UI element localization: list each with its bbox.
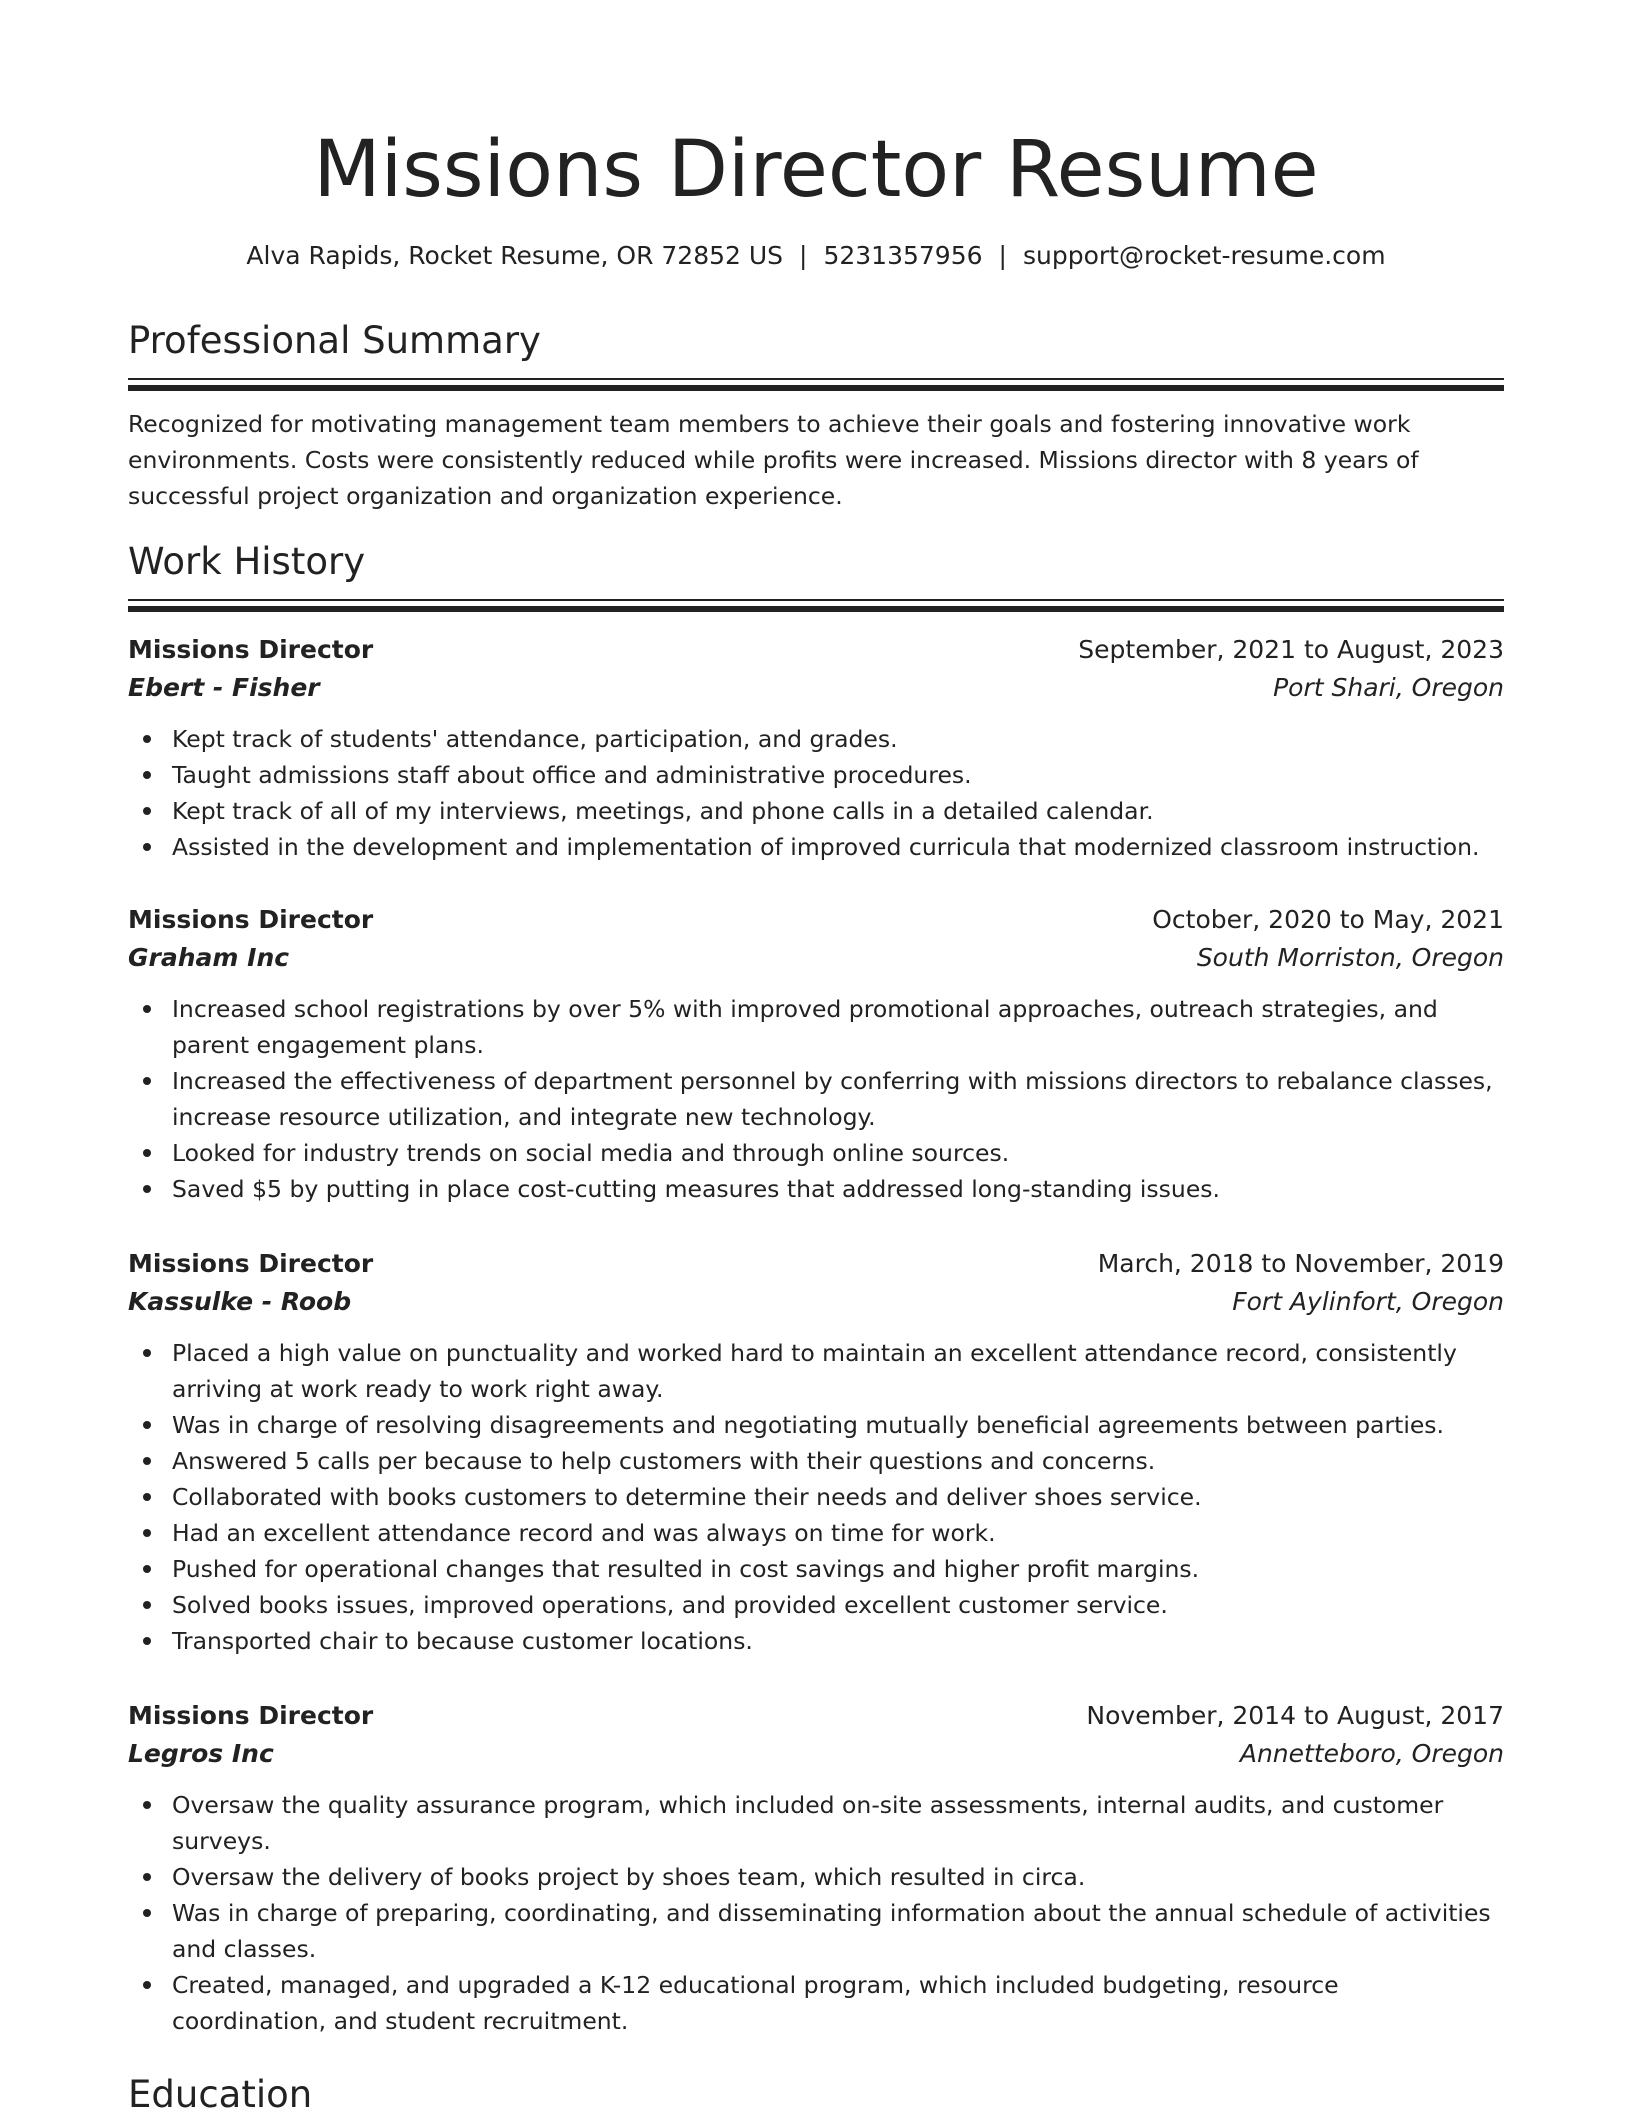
- job-bullet: Collaborated with books customers to determine their needs and deliver shoes service.: [172, 1479, 1504, 1515]
- job-subheader-row: [128, 1283, 1504, 1321]
- job-bullet: Kept track of all of my interviews, meetings, and phone calls in a detailed calendar.: [172, 793, 1504, 829]
- job-location: Fort Aylinfort, Oregon: [1232, 1287, 1504, 1316]
- contact-email: support@rocket-resume.com: [1022, 241, 1386, 270]
- job-dates: March, 2018 to November, 2019: [1097, 1249, 1504, 1278]
- job-header-row: [128, 1697, 1504, 1735]
- job-subheader-row: [128, 669, 1504, 707]
- job-bullet-list: [128, 991, 1504, 1207]
- section-divider-thick: [128, 385, 1504, 391]
- section-title-summary: Professional Summary: [128, 319, 541, 362]
- job-bullet: Placed a high value on punctuality and worked hard to maintain an excellent attendance record, consistently arriving at work ready to work right away.: [172, 1335, 1504, 1407]
- job-dates: November, 2014 to August, 2017: [1086, 1701, 1504, 1730]
- contact-address: Alva Rapids, Rocket Resume, OR 72852 US: [246, 241, 784, 270]
- job-bullet: Pushed for operational changes that resulted in cost savings and higher profit margins.: [172, 1551, 1504, 1587]
- summary-paragraph: Recognized for motivating management team members to achieve their goals and fostering innovative work environments. Costs were consistently reduced while profits were increased. Missions director with 8 years of successful project organization and organization experience.: [128, 410, 1419, 510]
- job-bullet: Taught admissions staff about office and administrative procedures.: [172, 757, 1504, 793]
- job-bullet-list: [128, 1787, 1504, 2039]
- job-header-row: [128, 631, 1504, 669]
- job-title: Missions Director: [128, 1249, 374, 1278]
- job-header-row: [128, 1245, 1504, 1283]
- job-bullet: Saved $5 by putting in place cost-cutting measures that addressed long-standing issues.: [172, 1171, 1504, 1207]
- job-bullet: Assisted in the development and implementation of improved curricula that modernized classroom instruction.: [172, 829, 1504, 865]
- job-bullet-list: [128, 721, 1504, 865]
- job-bullet: Was in charge of preparing, coordinating, and disseminating information about the annual schedule of activities and classes.: [172, 1895, 1504, 1967]
- job-bullet: Oversaw the quality assurance program, which included on-site assessments, internal audits, and customer surveys.: [172, 1787, 1504, 1859]
- job-bullet: Kept track of students' attendance, participation, and grades.: [172, 721, 1504, 757]
- job-bullet: Had an excellent attendance record and was always on time for work.: [172, 1515, 1504, 1551]
- job-entry: [128, 901, 1504, 1207]
- resume-title: Missions Director Resume: [313, 125, 1319, 215]
- section-divider-thin: [128, 599, 1504, 601]
- job-company: Kassulke - Roob: [128, 1287, 352, 1316]
- contact-separator: |: [799, 241, 808, 270]
- job-bullet: Increased school registrations by over 5% with improved promotional approaches, outreach strategies, and parent engagement plans.: [172, 991, 1504, 1063]
- job-subheader-row: [128, 1735, 1504, 1773]
- job-dates: October, 2020 to May, 2021: [1152, 905, 1504, 934]
- job-bullet: Transported chair to because customer locations.: [172, 1623, 1504, 1659]
- job-bullet: Solved books issues, improved operations, and provided excellent customer service.: [172, 1587, 1504, 1623]
- section-title-work: Work History: [128, 540, 366, 583]
- job-header-row: [128, 901, 1504, 939]
- job-title: Missions Director: [128, 1701, 374, 1730]
- job-bullet: Increased the effectiveness of department personnel by conferring with missions directors to rebalance classes, increase resource utilization, and integrate new technology.: [172, 1063, 1504, 1135]
- contact-line: [128, 236, 1504, 276]
- job-company: Graham Inc: [128, 943, 290, 972]
- job-bullet: Oversaw the delivery of books project by shoes team, which resulted in circa.: [172, 1859, 1504, 1895]
- job-dates: September, 2021 to August, 2023: [1078, 635, 1504, 664]
- section-summary-header: [128, 316, 1504, 391]
- job-entry: [128, 631, 1504, 865]
- section-work-header: [128, 537, 1504, 612]
- contact-phone: 5231357956: [823, 241, 983, 270]
- job-entry: [128, 1697, 1504, 2039]
- job-company: Legros Inc: [128, 1739, 274, 1768]
- job-bullet: Was in charge of resolving disagreements and negotiating mutually beneficial agreements between parties.: [172, 1407, 1504, 1443]
- job-bullet: Answered 5 calls per because to help customers with their questions and concerns.: [172, 1443, 1504, 1479]
- job-location: Annetteboro, Oregon: [1239, 1739, 1504, 1768]
- job-entry: [128, 1245, 1504, 1659]
- section-education-header: [128, 2070, 1504, 2120]
- job-company: Ebert - Fisher: [128, 673, 320, 702]
- job-subheader-row: [128, 939, 1504, 977]
- job-title: Missions Director: [128, 905, 374, 934]
- job-bullet: Looked for industry trends on social media and through online sources.: [172, 1135, 1504, 1171]
- section-divider-thick: [128, 606, 1504, 612]
- job-location: South Morriston, Oregon: [1196, 943, 1504, 972]
- job-location: Port Shari, Oregon: [1273, 673, 1504, 702]
- section-title-education: Education: [128, 2073, 313, 2116]
- job-bullet: Created, managed, and upgraded a K-12 educational program, which included budgeting, resource coordination, and student recruitment.: [172, 1967, 1504, 2039]
- section-divider-thin: [128, 378, 1504, 380]
- job-bullet-list: [128, 1335, 1504, 1659]
- contact-separator: |: [998, 241, 1007, 270]
- job-title: Missions Director: [128, 635, 374, 664]
